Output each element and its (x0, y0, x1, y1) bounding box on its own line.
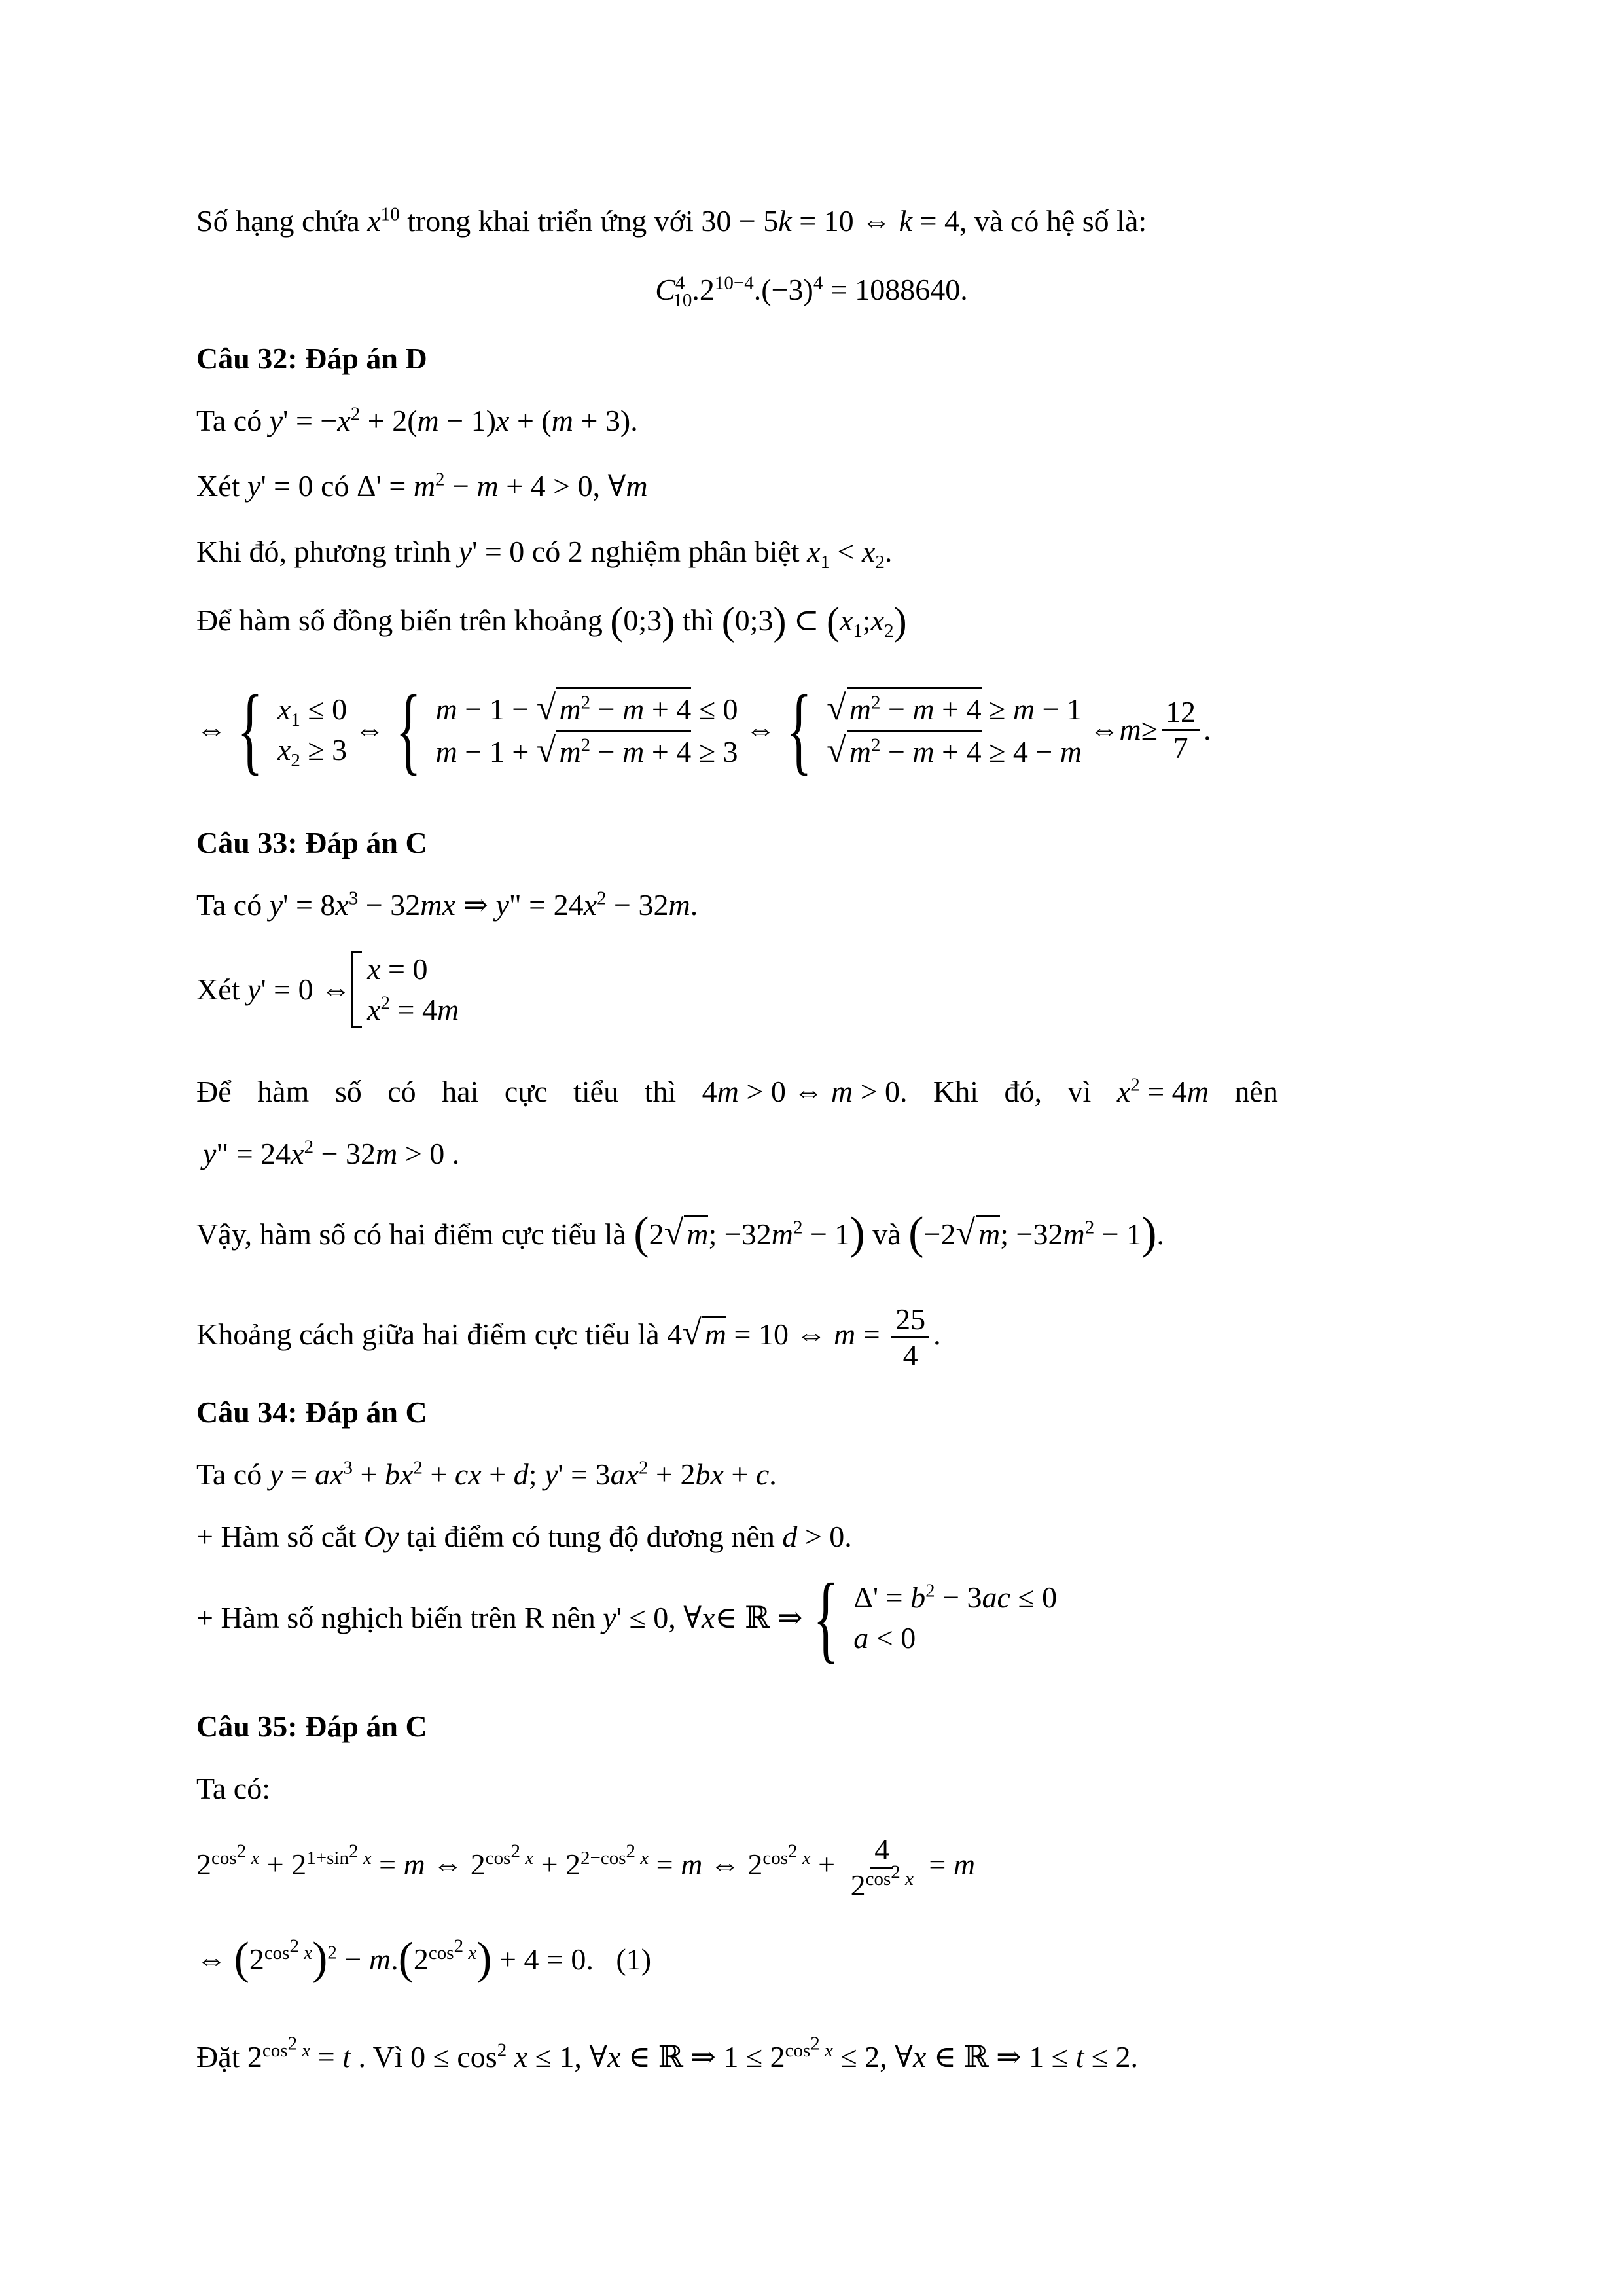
formula-line: $2^{cos^2 x} + 2^{1+sin^2 x} = m$ ⇔ $2^{cos^2 x} + 2^{2-cos^2 x} = m$ ⇔ $2^{cos^2 x}$ + $\frac{4}{2^{cos^2 x}}$ = m (196, 1833, 976, 1902)
text-line: y" = $24x^2 - 32m > 0$ . (203, 1136, 460, 1170)
text-line: Ta có $y' = -x^2 + 2(m - 1)x + (m + 3)$. (196, 403, 638, 437)
text-line: Để hàm số đồng biến trên khoảng (0;3) thì (0;3) ⊂ $(x_1;x_2)$ (196, 600, 907, 643)
text-line: Ta có $y = ax^3 + bx^2$ + cx + d; $y' = 3ax^2 + 2bx + c$. (196, 1457, 777, 1491)
text-line: Khoảng cách giữa hai điểm cực tiểu là 4√ m = 10 ⇔ m = $\frac{25}{4}$ . (196, 1302, 941, 1372)
formula-line: $C^4_{10}.2^{10-4}.(-3)^4 = 1088640$. (655, 272, 968, 312)
text-line: Số hạng chứa $x^{10}$ trong khai triển ứng với 30 − 5k = 10 ⇔ k = 4, và có hệ số là: (196, 204, 1147, 238)
brace-system-line: + Hàm số nghịch biến trên R nên y ' ≤ 0, ∀ x ∈ ℝ ⇒ { $\Delta' = b^2 - 3ac \le 0$ a < 0 (196, 1564, 1058, 1672)
text-line: Ta có $y' = 8x^3 - 32mx$ ⇒ y" = $24x^2 - 32m$. (196, 888, 698, 922)
question-heading-35: Câu 35: Đáp án C (196, 1710, 427, 1743)
question-heading-33: Câu 33: Đáp án C (196, 826, 427, 859)
text-line: Khi đó, phương trình y' = 0 có 2 nghiệm phân biệt $x_1 < x_2$. (196, 535, 893, 573)
text-line: + Hàm số cắt Oy tại điểm có tung độ dương nên d > 0. (196, 1520, 852, 1553)
text-line: Để hàm số có hai cực tiểu thì 4m > 0 ⇔ m > 0. Khi đó, vì $x^2 = 4m$ nên (196, 1074, 1278, 1108)
text-line: Vậy, hàm số có hai điểm cực tiểu là (2√ m; $-32m^2 - 1$) và (−2√ m; $-32m^2 - 1$). (196, 1208, 1164, 1259)
formula-line: ⇔ $(2^{cos^2 x})^2 - m.(2^{cos^2 x}) + 4 = 0$. (1) (196, 1933, 652, 1984)
bracket-system-line: Xét y ' = 0 ⇔ x = 0 $x^2 = 4m$ (196, 949, 459, 1030)
text-line: Ta có: (196, 1772, 271, 1805)
question-heading-34: Câu 34: Đáp án C (196, 1395, 427, 1429)
text-line: Đặt $2^{cos^2 x} = t$ . Vì $0 \le \cos^2 x \le 1$, ∀x ∈ ℝ ⇒ $1 \le 2^{cos^2 x} \le 2$, ∀x ∈ ℝ ⇒ 1 ≤ t ≤ 2. (196, 2033, 1138, 2073)
question-heading-32: Câu 32: Đáp án D (196, 342, 427, 375)
text-line: Xét y' = 0 có $\Delta' = m^2 - m + 4 > 0$, ∀m (196, 469, 648, 503)
system-equivalence-line: ⇔ { $x_1 \le 0$ $x_2 \ge 3$ ⇔ { m − 1 − √ $m^2 - m + 4 \le 0$ m − 1 + √ $m^2 - m + 4 \ge 3$ ⇔ { √ $m^2 - m + 4 \ge m - 1$ √ $m^2 - m + 4 \ge 4 - m$ ⇔ m ≥ $\frac{12}{7}$ . (196, 675, 1211, 784)
